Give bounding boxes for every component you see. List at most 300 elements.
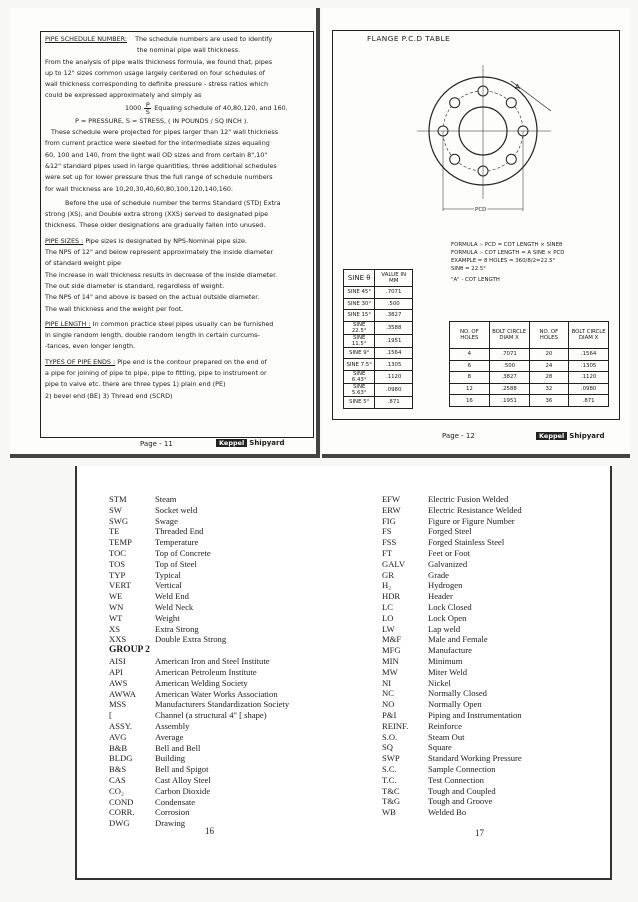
text-line: &12" standard pipes used in large quantities, three additional schedules bbox=[45, 161, 277, 170]
table-cell: SINE 5.63° bbox=[344, 383, 375, 396]
table-row bbox=[344, 396, 413, 408]
pipe-ends-intro: Pipe end is the contour prepared on the end of bbox=[117, 357, 267, 366]
abbreviation: ERW bbox=[382, 504, 401, 515]
abbreviation: M&F bbox=[382, 634, 402, 645]
list-item bbox=[382, 678, 522, 689]
abbreviation-meaning: American Iron and Steel Institute bbox=[155, 656, 270, 667]
table-row bbox=[344, 334, 413, 347]
abbreviation: NI bbox=[382, 677, 392, 688]
abbreviation: NC bbox=[382, 688, 394, 699]
abbreviation-meaning: Welded Bo bbox=[428, 807, 467, 818]
abbreviation: VERT bbox=[109, 580, 131, 591]
abbreviation-meaning: Weld End bbox=[155, 591, 189, 602]
list-item bbox=[109, 494, 289, 505]
text-line: From the analysis of pipe walls thickness formula, we found that, pipes bbox=[45, 57, 273, 66]
table-cell: .7071 bbox=[489, 349, 529, 361]
table-cell: SINE 15° bbox=[344, 310, 375, 322]
list-item bbox=[109, 624, 289, 635]
list-item bbox=[382, 580, 522, 591]
list-item bbox=[109, 732, 289, 743]
text-line: The increase in wall thickness results in decrease of the inside diameter. bbox=[45, 270, 278, 279]
holes-header: NO. OF HOLES bbox=[529, 322, 569, 349]
abbreviations-page bbox=[75, 466, 612, 880]
list-item bbox=[109, 786, 289, 797]
table-row bbox=[344, 359, 413, 371]
page-11-label: Page - 11 bbox=[140, 440, 173, 448]
formula-line: FORMULA :- COT LENGTH = A SINE × PCD bbox=[451, 250, 565, 256]
abbreviation: SW bbox=[109, 504, 122, 515]
table-cell: SINE 11.5° bbox=[344, 334, 375, 347]
abbreviation: MIN bbox=[382, 655, 399, 666]
list-item bbox=[382, 775, 522, 786]
abbreviation-meaning: Swage bbox=[155, 515, 178, 526]
abbreviation-meaning: American Water Works Association bbox=[155, 688, 278, 699]
abbreviation: WB bbox=[382, 807, 396, 818]
list-item bbox=[382, 591, 522, 602]
table-cell: .3827 bbox=[489, 372, 529, 384]
list-item bbox=[109, 678, 289, 689]
abbreviation: TOS bbox=[109, 558, 126, 569]
abbreviation-meaning: Nickel bbox=[428, 677, 451, 688]
table-cell: .1951 bbox=[489, 395, 529, 407]
table-cell: .1951 bbox=[375, 334, 413, 347]
abbreviation-meaning: Steam Out bbox=[428, 731, 465, 742]
list-item bbox=[382, 667, 522, 678]
abbreviation: SWP bbox=[382, 753, 400, 764]
table-cell: 16 bbox=[450, 395, 490, 407]
table-cell: 24 bbox=[529, 360, 569, 372]
abbreviation: API bbox=[109, 666, 123, 677]
text-line: the nominal pipe wall thickness. bbox=[137, 46, 241, 55]
text-line: in single random length, double random length in certain curcums- bbox=[45, 331, 260, 340]
list-item bbox=[109, 818, 289, 829]
abbreviation-meaning: Figure or Figure Number bbox=[428, 515, 515, 526]
brand-logo bbox=[216, 439, 284, 447]
abbreviation-meaning: Forged Stainless Steel bbox=[428, 537, 505, 548]
abbreviation: MFG bbox=[382, 645, 401, 656]
list-item bbox=[382, 505, 522, 516]
abbreviation: T&C bbox=[382, 785, 400, 796]
abbreviation: WE bbox=[109, 591, 123, 602]
abbreviation: TOC bbox=[109, 547, 127, 558]
abbreviation-meaning: Header bbox=[428, 591, 453, 602]
formula-line: SINθ = 22.5° bbox=[451, 266, 486, 272]
abbreviation-meaning: Test Connection bbox=[428, 774, 484, 785]
list-item bbox=[382, 688, 522, 699]
abbreviation-meaning: Grade bbox=[428, 569, 449, 580]
abbreviation-meaning: Steam bbox=[155, 494, 177, 504]
list-item bbox=[382, 710, 522, 721]
list-item bbox=[382, 537, 522, 548]
table-cell: .500 bbox=[489, 360, 529, 372]
flange-table-title: FLANGE P.C.D TABLE bbox=[367, 34, 451, 43]
abbreviation: HDR bbox=[382, 591, 401, 602]
list-item bbox=[109, 689, 289, 700]
list-item bbox=[382, 559, 522, 570]
holes-header: NO. OF HOLES bbox=[450, 322, 490, 349]
abbreviation-meaning: Socket weld bbox=[155, 504, 198, 515]
text-line: -tances, even longer length. bbox=[45, 342, 136, 351]
list-item bbox=[109, 743, 289, 754]
abbreviation: GALV bbox=[382, 558, 406, 569]
table-cell: 12 bbox=[450, 383, 490, 395]
abbreviation-meaning: Vertical bbox=[155, 580, 182, 591]
flange-diagram bbox=[411, 51, 561, 231]
table-cell: SINE 6.43° bbox=[344, 370, 375, 383]
abbreviation: [ bbox=[109, 710, 112, 721]
formula-prefix: 1000 bbox=[125, 104, 142, 113]
table-cell: 20 bbox=[529, 349, 569, 361]
group-heading: GROUP 2 bbox=[109, 645, 150, 656]
brand-keppel: Keppel bbox=[536, 432, 567, 440]
abbreviation-meaning: Tough and Groove bbox=[428, 796, 493, 807]
pipe-sizes-heading: PIPE SIZES : bbox=[45, 236, 84, 245]
table-cell: .500 bbox=[375, 298, 413, 310]
table-row bbox=[344, 321, 413, 334]
text-line: for wall thickness are 10,20,30,40,60,80,100,120,140,160. bbox=[45, 184, 234, 193]
bolt-hole bbox=[506, 154, 516, 164]
abbreviation: AISI bbox=[109, 656, 126, 667]
brand-shipyard: Shipyard bbox=[249, 439, 285, 447]
list-item bbox=[382, 807, 522, 818]
list-item bbox=[382, 786, 522, 797]
table-row bbox=[344, 298, 413, 310]
abbreviation-meaning: Extra Strong bbox=[155, 623, 199, 634]
table-cell: .3588 bbox=[375, 321, 413, 334]
abbreviation-meaning: Forged Steel bbox=[428, 526, 472, 537]
abbreviation-meaning: Corrosion bbox=[155, 807, 190, 818]
abbreviation: TYP bbox=[109, 569, 126, 580]
abbreviation: FT bbox=[382, 547, 393, 558]
pipe-length-intro: In common practice steel pipes usually can be furnished bbox=[92, 319, 274, 328]
list-item bbox=[109, 602, 289, 613]
list-item bbox=[109, 591, 289, 602]
abbreviation-meaning: Assembly bbox=[155, 720, 190, 731]
list-item bbox=[382, 526, 522, 537]
list-item bbox=[382, 613, 522, 624]
list-item bbox=[382, 721, 522, 732]
sine-table bbox=[343, 269, 413, 409]
abbreviation: S.C. bbox=[382, 763, 397, 774]
abbreviation-meaning: Channel (a structural 4" [ shape) bbox=[155, 710, 267, 721]
sine-header: SINE θ bbox=[344, 270, 375, 287]
table-cell: SINE 45° bbox=[344, 287, 375, 299]
text-line: The wall thickness and the weight per foot. bbox=[45, 304, 184, 313]
abbreviation: STM bbox=[109, 494, 127, 504]
text-line: Before the use of schedule number the terms Standard (STD) Extra bbox=[65, 198, 281, 207]
abbreviation-meaning: Sample Connection bbox=[428, 763, 496, 774]
abbreviation-meaning: Temperature bbox=[155, 537, 199, 548]
abbreviation: P&I bbox=[382, 709, 397, 720]
text-line: pipe to valve etc. there are three types 1) plain end (PE) bbox=[45, 380, 226, 389]
abbreviation: XXS bbox=[109, 634, 127, 645]
pipe-ends-heading: TYPES OF PIPE ENDS : bbox=[45, 357, 116, 366]
text-line: were set up for lower pressure thus the full range of schedule numbers bbox=[45, 173, 273, 182]
list-item bbox=[109, 505, 289, 516]
abbreviation: WN bbox=[109, 601, 124, 612]
abbreviation-list-right bbox=[382, 494, 522, 818]
list-item bbox=[109, 710, 289, 721]
abbreviation: B&S bbox=[109, 764, 127, 775]
list-item bbox=[109, 775, 289, 786]
list-item bbox=[382, 796, 522, 807]
list-item bbox=[109, 807, 289, 818]
list-item bbox=[382, 742, 522, 753]
table-cell: .1305 bbox=[569, 360, 609, 372]
abbreviation-meaning: Bell and Bell bbox=[155, 742, 201, 753]
value-header: VALUE IN MM bbox=[375, 270, 413, 287]
abbreviation: LO bbox=[382, 612, 394, 623]
list-item bbox=[109, 699, 289, 710]
abbreviation: NO bbox=[382, 699, 395, 710]
text-line: of standard weight pipe bbox=[45, 259, 121, 268]
text-line: These schedule were projected for pipes larger than 12" wall thickness bbox=[51, 128, 279, 137]
abbreviation-meaning: Lock Open bbox=[428, 612, 467, 623]
text-line: could be expressed approximately and simply as bbox=[45, 91, 202, 100]
formula-line: FORMULA :- PCD = COT LENGTH × SINEθ bbox=[451, 242, 563, 248]
abbreviation: XS bbox=[109, 623, 120, 634]
text-line: wall thickness corresponding to definite pressure - stress ratios which bbox=[45, 80, 269, 89]
formula-line: EXAMPLE = 8 HOLES = 360/8/2=22.5° bbox=[451, 258, 556, 264]
abbreviation: S.O. bbox=[382, 731, 398, 742]
brand-logo bbox=[536, 432, 604, 440]
page-12 bbox=[322, 8, 630, 458]
page-number-17: 17 bbox=[475, 828, 484, 838]
list-item bbox=[382, 548, 522, 559]
abbreviation-meaning: Lap weld bbox=[428, 623, 461, 634]
abbreviation-meaning: Weld Neck bbox=[155, 601, 194, 612]
table-cell: 4 bbox=[450, 349, 490, 361]
abbreviation-meaning: Piping and Instrumentation bbox=[428, 709, 522, 720]
abbreviation-meaning: Bell and Spigot bbox=[155, 764, 209, 775]
list-item bbox=[382, 624, 522, 635]
abbreviation-meaning: Cast Alloy Steel bbox=[155, 774, 211, 785]
abbreviation-meaning: Manufacturers Standardization Society bbox=[155, 699, 290, 710]
abbreviation-meaning: Carbon Dioxide bbox=[155, 785, 211, 796]
diam-header: BOLT CIRCLE DIAM X bbox=[489, 322, 529, 349]
table-cell: 32 bbox=[529, 383, 569, 395]
abbreviation-meaning: Lock Closed bbox=[428, 601, 472, 612]
pipe-schedule-heading: PIPE SCHEDULE NUMBER: bbox=[45, 35, 128, 43]
table-cell: .1564 bbox=[569, 349, 609, 361]
abbreviation-meaning: Hydrogen bbox=[428, 580, 463, 591]
table-row bbox=[450, 395, 609, 407]
text-line: The NPS of 14" and above is based on the actual outside diameter. bbox=[45, 293, 260, 302]
table-cell: .1120 bbox=[375, 370, 413, 383]
abbreviation: CO₂ bbox=[109, 785, 124, 796]
table-cell: .3827 bbox=[375, 310, 413, 322]
abbreviation-meaning: Electric Resistance Welded bbox=[428, 504, 522, 515]
abbreviation: AWS bbox=[109, 677, 128, 688]
table-cell: SINE 7.5° bbox=[344, 359, 375, 371]
table-row bbox=[344, 370, 413, 383]
abbreviation: FIG bbox=[382, 515, 396, 526]
table-cell: .1305 bbox=[375, 359, 413, 371]
abbreviation: MW bbox=[382, 666, 398, 677]
list-item bbox=[382, 764, 522, 775]
text-line: P = PRESSURE, S = STRESS, ( IN POUNDS / SQ INCH ). bbox=[75, 116, 249, 125]
abbreviation-meaning: American Welding Society bbox=[155, 677, 248, 688]
abbreviation-meaning: Square bbox=[428, 742, 452, 753]
abbreviation: FS bbox=[382, 526, 392, 537]
table-row bbox=[344, 347, 413, 359]
dim-a-label: A bbox=[515, 83, 520, 91]
list-item bbox=[109, 721, 289, 732]
table-cell: .7071 bbox=[375, 287, 413, 299]
list-item bbox=[382, 656, 522, 667]
table-row bbox=[450, 383, 609, 395]
abbreviation-meaning: Feet or Foot bbox=[428, 547, 471, 558]
abbreviation: BLDG bbox=[109, 753, 133, 764]
abbreviation: ASSY. bbox=[109, 720, 133, 731]
abbreviation: H₂ bbox=[382, 580, 392, 591]
abbreviation: SQ bbox=[382, 742, 393, 753]
list-item bbox=[382, 753, 522, 764]
page-12-label: Page - 12 bbox=[442, 432, 475, 440]
abbreviation-meaning: Reinforce bbox=[428, 720, 462, 731]
abbreviation-meaning: Normally Open bbox=[428, 699, 482, 710]
pipe-sizes-intro: Pipe sizes is designated by NPS-Nominal pipe size. bbox=[85, 236, 247, 245]
abbreviation: SWG bbox=[109, 515, 129, 526]
abbreviation-meaning: Typical bbox=[155, 569, 181, 580]
list-item bbox=[109, 764, 289, 775]
formula-fraction bbox=[144, 102, 151, 115]
table-row bbox=[450, 360, 609, 372]
table-cell: .0980 bbox=[569, 383, 609, 395]
table-cell: 36 bbox=[529, 395, 569, 407]
abbreviation: TEMP bbox=[109, 537, 132, 548]
table-cell: SINE 5° bbox=[344, 396, 375, 408]
list-item bbox=[382, 699, 522, 710]
table-row bbox=[344, 383, 413, 396]
abbreviation-meaning: Manufacture bbox=[428, 645, 472, 656]
list-item bbox=[109, 548, 289, 559]
abbreviation: COND bbox=[109, 796, 134, 807]
abbreviation-meaning: Male and Female bbox=[428, 634, 488, 645]
schedule-formula bbox=[45, 102, 309, 116]
list-item bbox=[382, 570, 522, 581]
dim-pcd-label: PCD bbox=[475, 207, 487, 213]
table-cell: 8 bbox=[450, 372, 490, 384]
list-item bbox=[109, 580, 289, 591]
abbreviation-meaning: Electric Fusion Welded bbox=[428, 494, 509, 504]
abbreviation: WT bbox=[109, 612, 123, 623]
bolt-hole bbox=[450, 98, 460, 108]
text-line: from current practice were sleeted for the intermediate sizes equaling bbox=[45, 139, 270, 148]
abbreviation: EFW bbox=[382, 494, 401, 504]
abbreviation: LW bbox=[382, 623, 395, 634]
abbreviation-meaning: Galvanized bbox=[428, 558, 468, 569]
abbreviation-meaning: Tough and Coupled bbox=[428, 785, 496, 796]
list-item bbox=[382, 634, 522, 645]
table-row bbox=[450, 372, 609, 384]
abbreviation: B&B bbox=[109, 742, 128, 753]
text-line: up to 12" sizes common usage largely centered on four schedules of bbox=[45, 68, 265, 77]
list-item bbox=[382, 602, 522, 613]
table-cell: SINE 30° bbox=[344, 298, 375, 310]
table-cell: .2588 bbox=[489, 383, 529, 395]
table-row bbox=[450, 349, 609, 361]
list-item bbox=[109, 559, 289, 570]
text-line: thickness. These older designations are gradually fallen into unused. bbox=[45, 221, 266, 230]
list-item bbox=[382, 494, 522, 505]
list-item bbox=[109, 613, 289, 624]
text-line: 2) bevel end (BE) 3) Thread end (SCRD) bbox=[45, 391, 173, 400]
pipe-schedule-intro: The schedule numbers are used to identify bbox=[135, 35, 273, 43]
abbreviation-meaning: Double Extra Strong bbox=[155, 634, 227, 645]
list-item bbox=[109, 753, 289, 764]
abbreviation-meaning: Weight bbox=[155, 612, 180, 623]
abbreviation-meaning: Threaded End bbox=[155, 526, 204, 537]
list-item bbox=[109, 516, 289, 527]
formula-suffix: Equaling schedule of 40,80,120, and 160. bbox=[154, 104, 288, 113]
table-cell: 28 bbox=[529, 372, 569, 384]
list-item bbox=[382, 645, 522, 656]
abbreviation: TE bbox=[109, 526, 120, 537]
abbreviation-meaning: Minimum bbox=[428, 655, 463, 666]
abbreviation-meaning: Condensate bbox=[155, 796, 196, 807]
table-cell: .0980 bbox=[375, 383, 413, 396]
abbreviation-meaning: Drawing bbox=[155, 818, 186, 829]
page-12-frame bbox=[332, 30, 620, 420]
list-item bbox=[109, 797, 289, 808]
abbreviation: MSS bbox=[109, 699, 127, 710]
bolt-hole bbox=[506, 98, 516, 108]
abbreviation-meaning: Top of Concrete bbox=[155, 547, 211, 558]
text-line: The NPS of 12" and below represent approximately the inside diameter bbox=[45, 248, 274, 257]
pipe-length-heading: PIPE LENGTH : bbox=[45, 319, 91, 328]
list-item bbox=[109, 634, 289, 645]
list-item bbox=[109, 526, 289, 537]
table-row bbox=[344, 287, 413, 299]
brand-keppel: Keppel bbox=[216, 439, 247, 447]
abbreviation: FSS bbox=[382, 537, 397, 548]
abbreviation-list-left bbox=[109, 494, 289, 829]
abbreviation: CORR. bbox=[109, 807, 135, 818]
table-row bbox=[344, 310, 413, 322]
holes-table bbox=[449, 321, 609, 407]
abbreviation-meaning: Normally Closed bbox=[428, 688, 487, 699]
list-item bbox=[109, 656, 289, 667]
formula-line: "A" - COT LENGTH bbox=[451, 277, 500, 283]
bolt-hole bbox=[450, 154, 460, 164]
page-11-frame bbox=[40, 31, 314, 438]
list-item bbox=[382, 732, 522, 743]
list-item bbox=[109, 537, 289, 548]
abbreviation: T.C. bbox=[382, 774, 397, 785]
abbreviation: LC bbox=[382, 601, 393, 612]
formula-numerator: P bbox=[145, 101, 150, 110]
brand-shipyard: Shipyard bbox=[569, 432, 605, 440]
abbreviation: AVG bbox=[109, 731, 127, 742]
abbreviation: T&G bbox=[382, 796, 401, 807]
table-cell: 6 bbox=[450, 360, 490, 372]
list-item bbox=[109, 570, 289, 581]
abbreviation-meaning: Average bbox=[155, 731, 184, 742]
table-cell: .871 bbox=[569, 395, 609, 407]
abbreviation-meaning: Top of Steel bbox=[155, 558, 197, 569]
page-number-16: 16 bbox=[205, 826, 214, 836]
list-item bbox=[109, 667, 289, 678]
table-cell: SINE 22.5° bbox=[344, 321, 375, 334]
page-11 bbox=[10, 8, 320, 458]
diam-header: BOLT CIRCLE DIAM X bbox=[569, 322, 609, 349]
formula-block bbox=[451, 241, 564, 284]
text-line: The out side diameter is standard, regardless of weight. bbox=[45, 281, 225, 290]
table-cell: .1120 bbox=[569, 372, 609, 384]
table-cell: .1564 bbox=[375, 347, 413, 359]
abbreviation: CAS bbox=[109, 774, 126, 785]
